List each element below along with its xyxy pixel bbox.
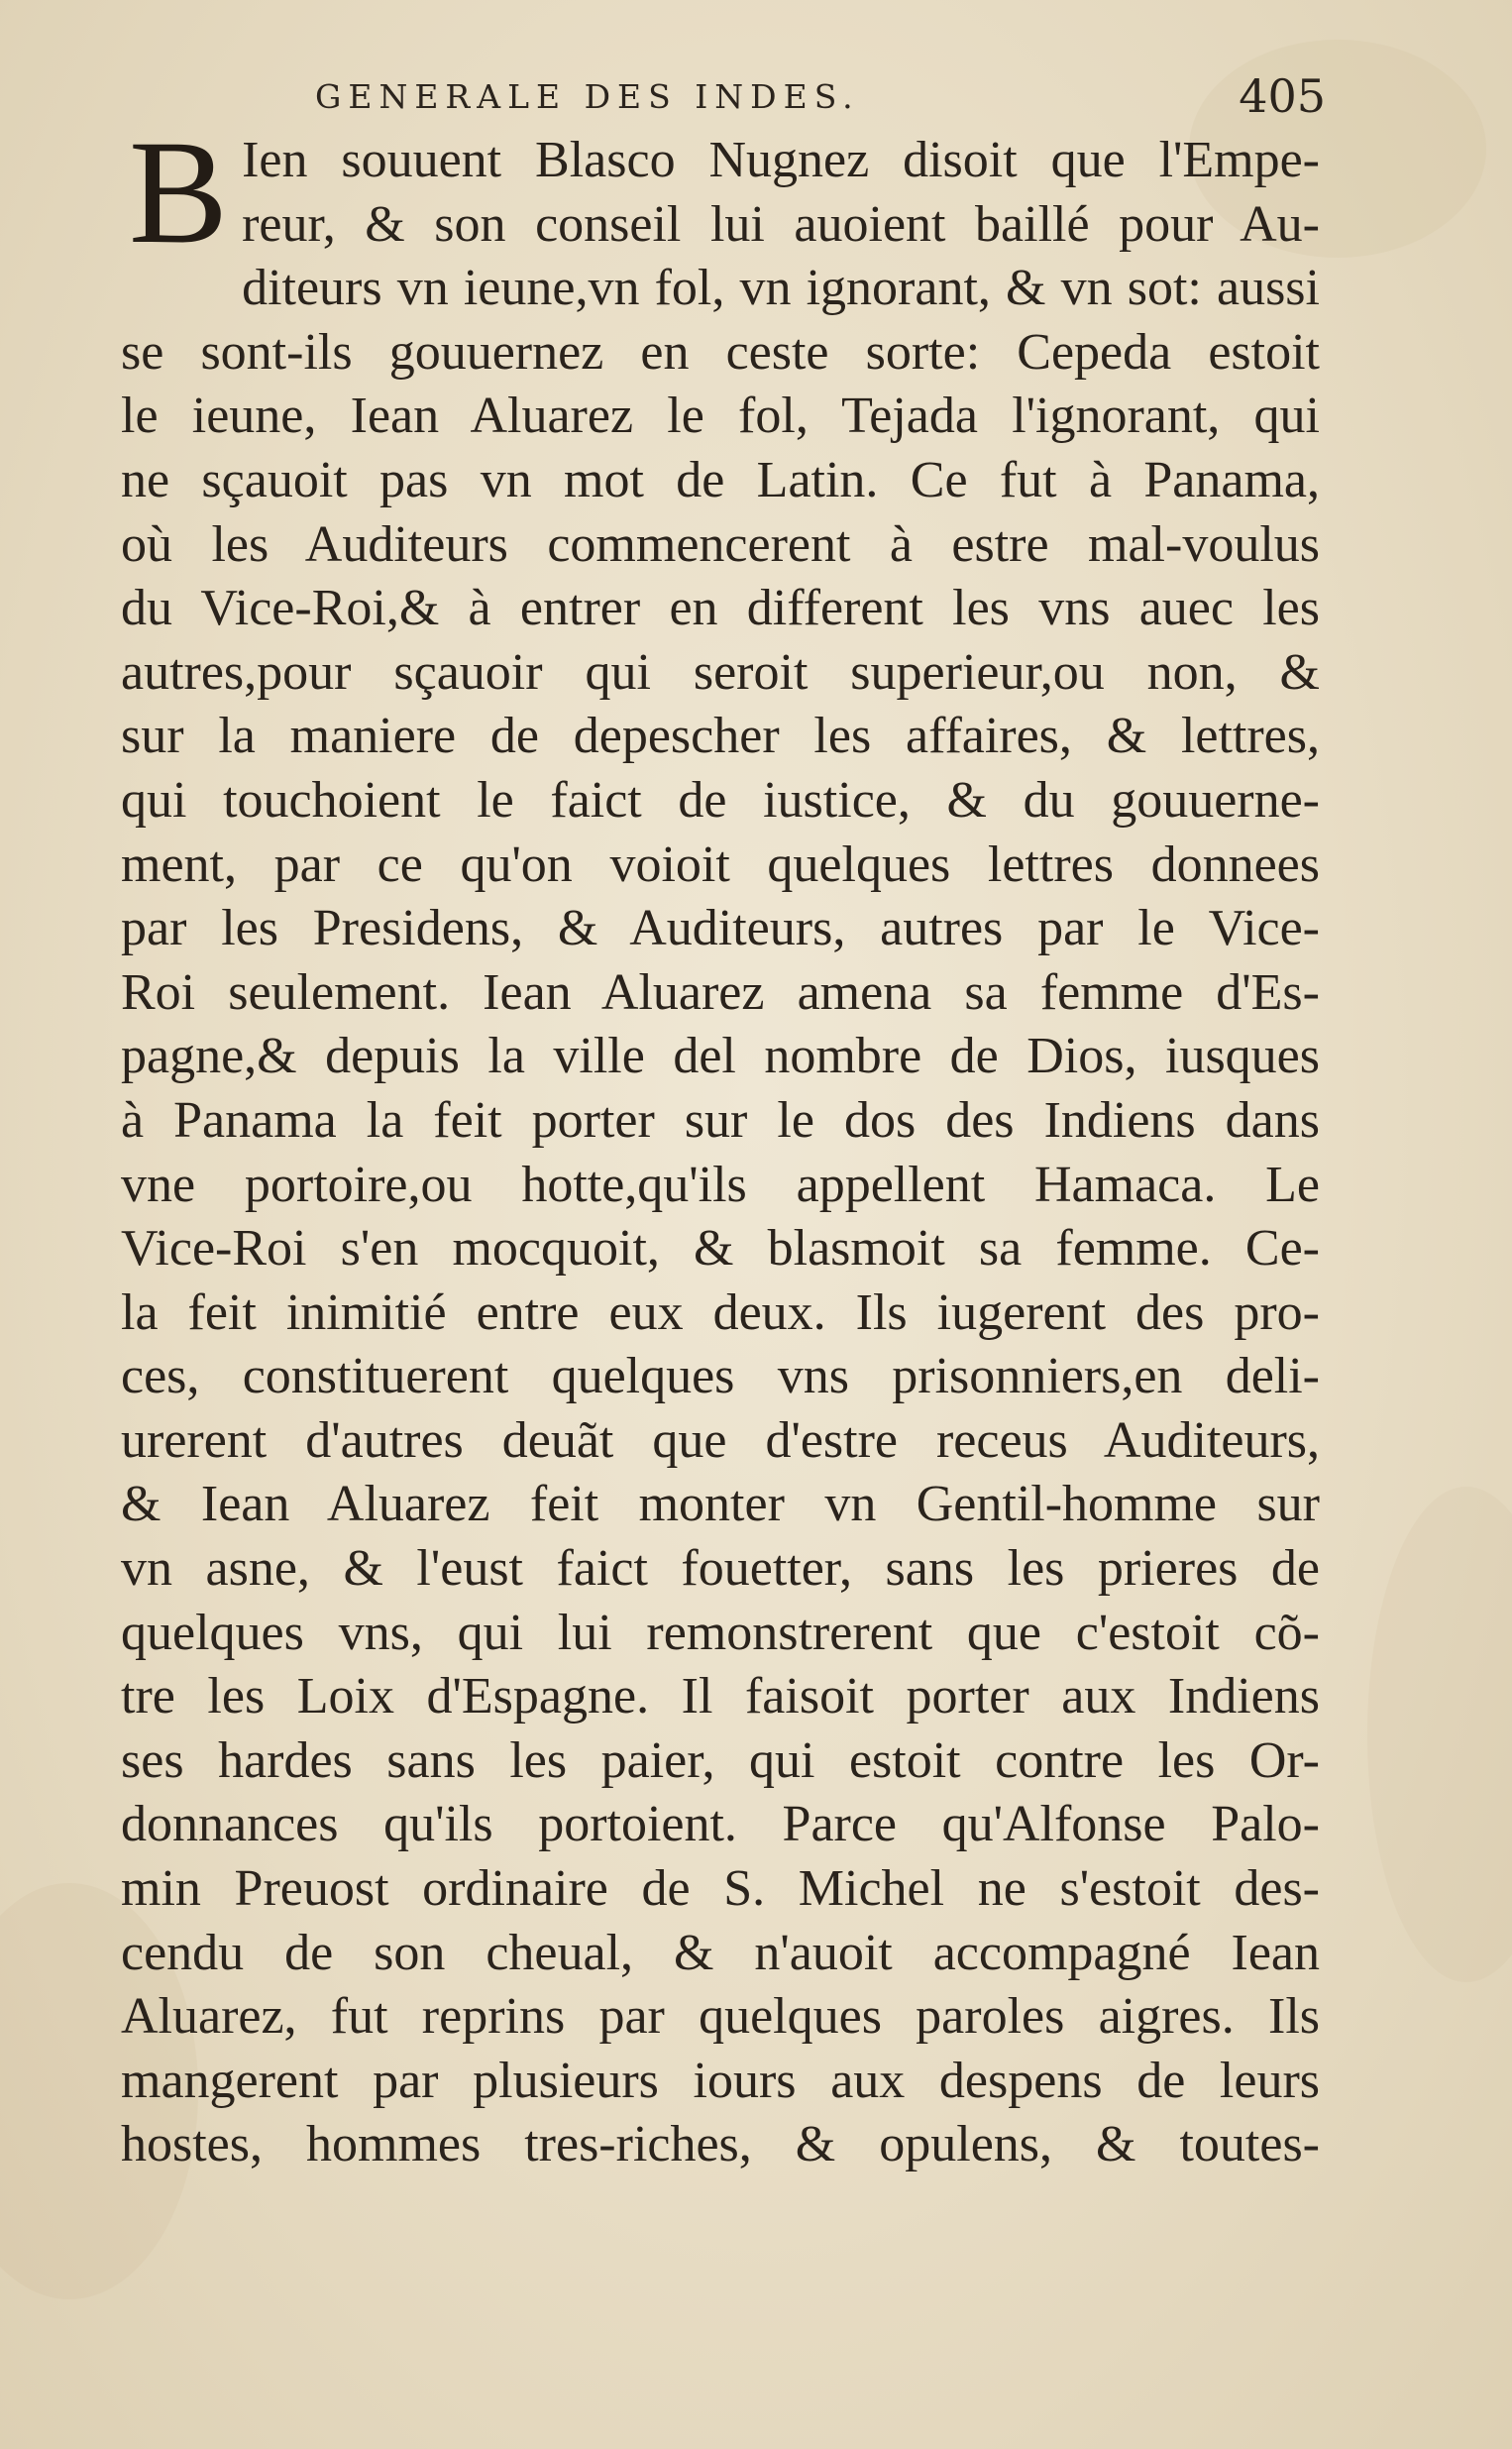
text-line: hostes, hommes tres-riches, & opulens, & toutes- xyxy=(121,2116,1320,2173)
page-header xyxy=(315,69,1336,129)
text-line: Vice-Roi s'en mocquoit, & blasmoit sa femme. Ce- xyxy=(121,1220,1320,1278)
text-line: sur la maniere de depescher les affaires, & lettres, xyxy=(121,708,1320,765)
text-line: mangerent par plusieurs iours aux despens de leurs xyxy=(121,2052,1320,2109)
text-line: urerent d'autres deuãt que d'estre receus Auditeurs, xyxy=(121,1411,1320,1469)
text-line: vn asne, & l'eust faict fouetter, sans les prieres de xyxy=(121,1540,1320,1598)
text-line: Ien souuent Blasco Nugnez disoit que l'Empe- xyxy=(242,132,1320,188)
text-line: Aluarez, fut reprins par quelques paroles aigres. Ils xyxy=(121,1988,1320,2046)
text-line: min Preuost ordinaire de S. Michel ne s'estoit des- xyxy=(121,1860,1320,1918)
text-line: cendu de son cheual, & n'auoit accompagné Iean xyxy=(121,1924,1320,1981)
text-line: par les Presidens, & Auditeurs, autres par le Vice- xyxy=(121,900,1320,957)
text-line: quelques vns, qui lui remonstrerent que c'estoit cõ- xyxy=(121,1604,1320,1661)
text-line: tre les Loix d'Espagne. Il faisoit porter aux Indiens xyxy=(121,1668,1320,1725)
text-line: autres,pour sçauoir qui seroit superieur,ou non, & xyxy=(121,643,1320,701)
text-line: où les Auditeurs commencerent à estre mal-voulus xyxy=(121,515,1320,573)
text-line: reur, & son conseil lui auoient baillé pour Au- xyxy=(242,195,1320,253)
text-line: diteurs vn ieune,vn fol, vn ignorant, & vn sot: aussi xyxy=(242,260,1320,317)
text-line: qui touchoient le faict de iustice, & du gouuerne- xyxy=(121,771,1320,829)
paper-stain xyxy=(1367,1487,1512,1982)
text-line: pagne,& depuis la ville del nombre de Dios, iusques xyxy=(121,1028,1320,1085)
text-line: vne portoire,ou hotte,qu'ils appellent Hamaca. Le xyxy=(121,1156,1320,1213)
page-number: 405 xyxy=(1239,69,1326,123)
running-head: GENERALE DES INDES. xyxy=(315,77,860,116)
text-line: donnances qu'ils portoient. Parce qu'Alfonse Palo- xyxy=(121,1796,1320,1853)
text-line: le ieune, Iean Aluarez le fol, Tejada l'ignorant, qui xyxy=(121,388,1320,445)
text-line: à Panama la feit porter sur le dos des Indiens dans xyxy=(121,1091,1320,1149)
text-line: & Iean Aluarez feit monter vn Gentil-homme sur xyxy=(121,1476,1320,1533)
text-line: ses hardes sans les paier, qui estoit contre les Or- xyxy=(121,1731,1320,1789)
body-text xyxy=(121,110,1320,2177)
text-line: ces, constituerent quelques vns prisonniers,en deli- xyxy=(121,1348,1320,1405)
text-line: la feit inimitié entre eux deux. Ils iugerent des pro- xyxy=(121,1283,1320,1341)
drop-cap: B xyxy=(129,110,229,275)
text-line: du Vice-Roi,& à entrer en different les vns auec les xyxy=(121,580,1320,637)
text-line: Roi seulement. Iean Aluarez amena sa femme d'Es- xyxy=(121,963,1320,1021)
text-line: ne sçauoit pas vn mot de Latin. Ce fut à Panama, xyxy=(121,451,1320,508)
text-line: se sont-ils gouuernez en ceste sorte: Cepeda estoit xyxy=(121,323,1320,381)
text-line: ment, par ce qu'on voioit quelques lettres donnees xyxy=(121,835,1320,893)
